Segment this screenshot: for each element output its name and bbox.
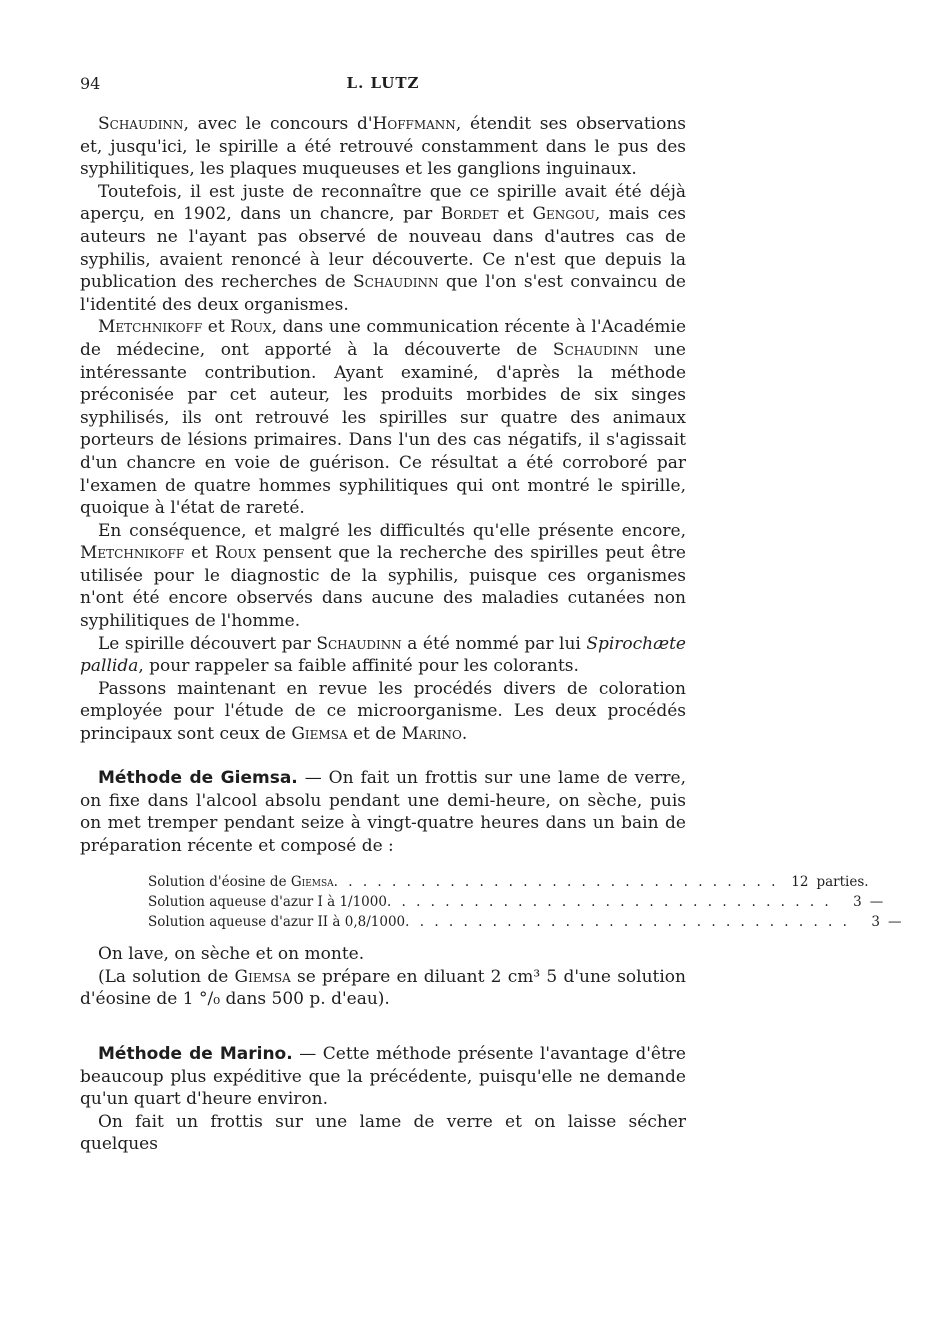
paragraph: On lave, on sèche et on monte. xyxy=(98,944,365,964)
paragraph: Passons maintenant en revue les procédés divers de coloration employée pour l'étude de ce microorganisme. Les deux procédés principaux sont ceux de Giemsa et de Marino. xyxy=(80,678,686,745)
paragraph: (La solution de Giemsa se prépare en diluant 2 cm³ 5 d'une solution d'éosine de 1 °/₀ dans 500 p. d'eau). xyxy=(80,966,686,1010)
running-head: L. LUTZ xyxy=(346,74,420,92)
page-number: 94 xyxy=(80,74,101,93)
paragraph: On fait un frottis sur une lame de verre et on laisse sécher quelques xyxy=(80,1111,686,1155)
section-title: Méthode de Giemsa. xyxy=(98,768,298,788)
formula-row: Solution aqueuse d'azur II à 0,8/1000 . . . . . . . . . . . . . . . . . . . . . . . . . . . . . . . 3 — xyxy=(148,914,902,930)
body-text-section xyxy=(80,113,686,746)
paragraph: Le spirille découvert par Schaudinn a été nommé par lui Spirochæte pallida, pour rappeler sa faible affinité pour les colorants. xyxy=(80,633,686,677)
paragraph: Toutefois, il est juste de reconnaître que ce spirille avait été déjà aperçu, en 1902, dans un chancre, par Bordet et Gengou, mais ces auteurs ne l'ayant pas observé de nouveau dans d'autres cas de syphilis, avaient renoncé à leur découverte. Ce n'est que depuis la publication des recherches de Schaudinn que l'on s'est convaincu de l'identité des deux organismes. xyxy=(80,181,686,315)
formula-table xyxy=(148,872,902,932)
paragraph: En conséquence, et malgré les difficultés qu'elle présente encore, Metchnikoff et Roux pensent que la recherche des spirilles peut être utilisée pour le diagnostic de la syphilis, puisque ces organismes n'ont été encore observés dans aucune des maladies cutanées non syphilitiques de l'homme. xyxy=(80,520,686,632)
paragraph: Schaudinn, avec le concours d'Hoffmann, étendit ses observations et, jusqu'ici, le spirille a été retrouvé constamment dans le pus des syphilitiques, les plaques muqueuses et les ganglions inguinaux. xyxy=(80,114,687,180)
page-header xyxy=(80,74,686,98)
marino-section xyxy=(80,1043,686,1156)
formula-row: Solution d'éosine de Giemsa . . . . . . . . . . . . . . . . . . . . . . . . . . . . . . . 12 parties. xyxy=(148,874,869,890)
paragraph: Méthode de Marino. — Cette méthode présente l'avantage d'être beaucoup plus expéditive que la précédente, puisqu'elle ne demande qu'un quart d'heure environ. xyxy=(80,1044,686,1110)
section-title: Méthode de Marino. xyxy=(98,1044,293,1064)
giemsa-section xyxy=(80,767,686,857)
formula-row: Solution aqueuse d'azur I à 1/1000 . . . . . . . . . . . . . . . . . . . . . . . . . . . . . . . 3 — xyxy=(148,894,884,910)
paragraph: Méthode de Giemsa. — On fait un frottis sur une lame de verre, on fixe dans l'alcool absolu pendant une demi-heure, on sèche, puis on met tremper pendant seize à vingt-quatre heures dans un bain de préparation récente et composé de : xyxy=(80,768,686,856)
paragraph: Metchnikoff et Roux, dans une communication récente à l'Académie de médecine, ont apporté à la découverte de Schaudinn une intéressante contribution. Ayant examiné, d'après la méthode préconisée par cet auteur, les produits morbides de six singes syphilisés, ils ont retrouvé les spirilles sur quatre des animaux porteurs de lésions primaires. Dans l'un des cas négatifs, il s'agissait d'un chancre en voie de guérison. Ce résultat a été corroboré par l'examen de quatre hommes syphilitiques qui ont montré le spirille, quoique à l'état de rareté. xyxy=(80,317,687,519)
giemsa-followup xyxy=(80,943,686,1011)
